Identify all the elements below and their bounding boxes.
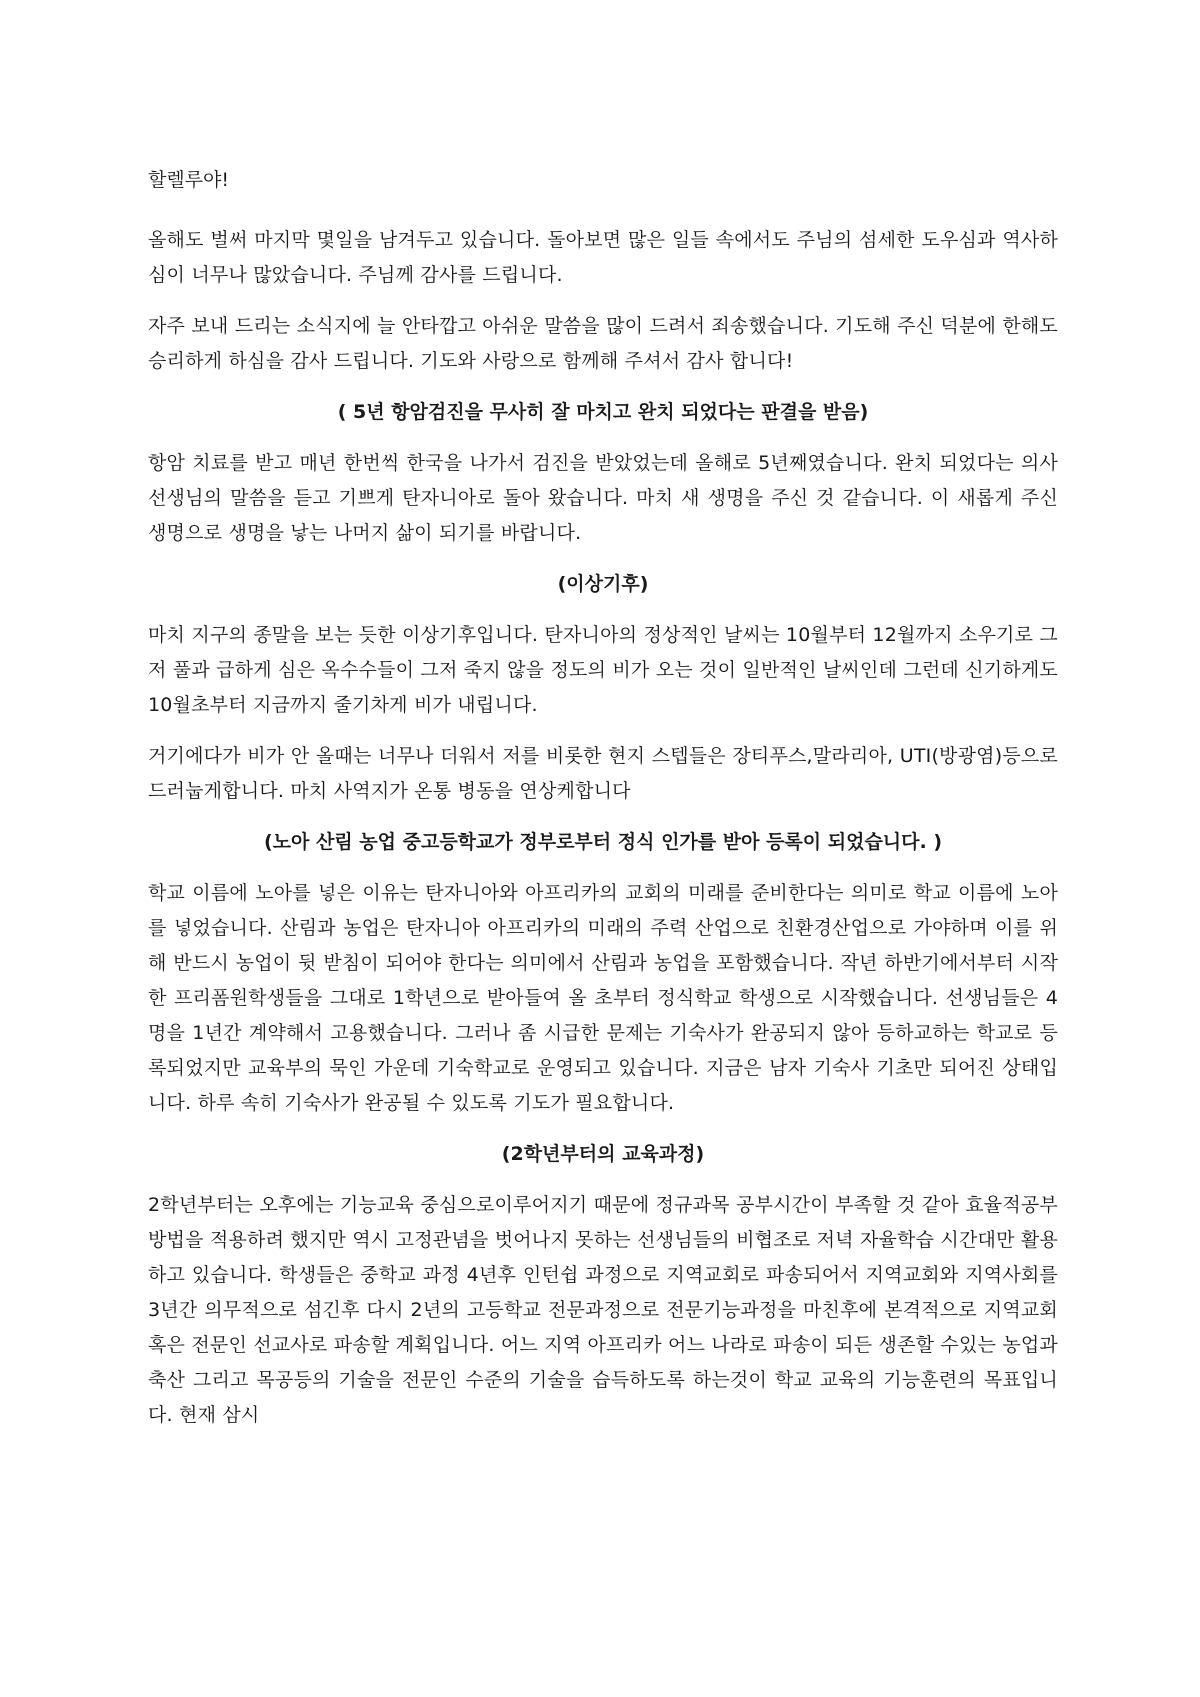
section-heading-cancer-checkup: ( 5년 항암검진을 무사히 잘 마치고 완치 되었다는 판결을 받음) xyxy=(337,400,869,423)
greeting-text: 할렐루야! xyxy=(148,169,230,191)
paragraph-weather: 마치 지구의 종말을 보는 듯한 이상기후입니다. 탄자니아의 정상적인 날씨는 10월부터 12월까지 소우기로 그저 풀과 급하게 심은 옥수수들이 그저 죽지 않을 정도의 비가 오는 것이 일반적인 날씨인데 그런데 신기하게도 10월초부터 지금까지 줄기차게 비가 내립니다. xyxy=(148,623,1058,716)
section-heading-weather: (이상기후) xyxy=(557,572,649,595)
paragraph-illness: 거기에다가 비가 안 올때는 너무나 더워서 저를 비롯한 현지 스텝들은 장티푸스,말라리아, UTI(방광염)등으로 드러눕게합니다. 마치 사역지가 온통 병동을 연상케합니다 xyxy=(148,744,1058,802)
section-heading-school-registration: (노아 산림 농업 중고등학교가 정부로부터 정식 인가를 받아 등록이 되었습니다. ) xyxy=(263,830,943,853)
document-page xyxy=(148,168,1058,1449)
paragraph-cancer-checkup: 항암 치료를 받고 매년 한번씩 한국을 나가서 검진을 받았었는데 올해로 5년째였습니다. 완치 되었다는 의사 선생님의 말씀을 듣고 기쁘게 탄자니아로 돌아 왔습니다. 마치 새 생명을 주신 것 같습니다. 이 새롭게 주신 생명으로 생명을 낳는 나머지 삶이 되기를 바랍니다. xyxy=(148,451,1058,544)
section-heading-curriculum: (2학년부터의 교육과정) xyxy=(501,1142,705,1165)
paragraph-curriculum: 2학년부터는 오후에는 기능교육 중심으로이루어지기 때문에 정규과목 공부시간이 부족할 것 같아 효율적공부 방법을 적용하려 했지만 역시 고정관념을 벗어나지 못하는 선생님들의 비협조로 저녁 자율학습 시간대만 활용하고 있습니다. 학생들은 중학교 과정 4년후 인턴쉽 과정으로 지역교회로 파송되어서 지역교회와 지역사회를 3년간 의무적으로 섬긴후 다시 2년의 고등학교 전문과정으로 전문기능과정을 마친후에 본격적으로 지역교회 혹은 전문인 선교사로 파송할 계획입니다. 어느 지역 아프리카 어느 나라로 파송이 되든 생존할 수있는 농업과 축산 그리고 목공등의 기술을 전문인 수준의 기술을 습득하도록 하는것이 학교 교육의 기능훈련의 목표입니다. 현재 삼시 xyxy=(148,1193,1058,1426)
paragraph-school: 학교 이름에 노아를 넣은 이유는 탄자니아와 아프리카의 교회의 미래를 준비한다는 의미로 학교 이름에 노아를 넣었습니다. 산림과 농업은 탄자니아 아프리카의 미래의 주력 산업으로 친환경산업으로 가야하며 이를 위해 반드시 농업이 뒷 받침이 되어야 한다는 의미에서 산림과 농업을 포함했습니다. 작년 하반기에서부터 시작한 프리폼원학생들을 그대로 1학년으로 받아들여 올 초부터 정식학교 학생으로 시작했습니다. 선생님들은 4명을 1년간 계약해서 고용했습니다. 그러나 좀 시급한 문제는 기숙사가 완공되지 않아 등하교하는 학교로 등록되었지만 교육부의 묵인 가운데 기숙학교로 운영되고 있습니다. 지금은 남자 기숙사 기초만 되어진 상태입니다. 하루 속히 기숙사가 완공될 수 있도록 기도가 필요합니다. xyxy=(148,881,1058,1114)
paragraph-thanks: 자주 보내 드리는 소식지에 늘 안타깝고 아쉬운 말씀을 많이 드려서 죄송했습니다. 기도해 주신 덕분에 한해도 승리하게 하심을 감사 드립니다. 기도와 사랑으로 함께해 주셔서 감사 합니다! xyxy=(148,314,1058,372)
paragraph-year-end: 올해도 벌써 마지막 몇일을 남겨두고 있습니다. 돌아보면 많은 일들 속에서도 주님의 섬세한 도우심과 역사하심이 너무나 많았습니다. 주님께 감사를 드립니다. xyxy=(148,228,1058,286)
